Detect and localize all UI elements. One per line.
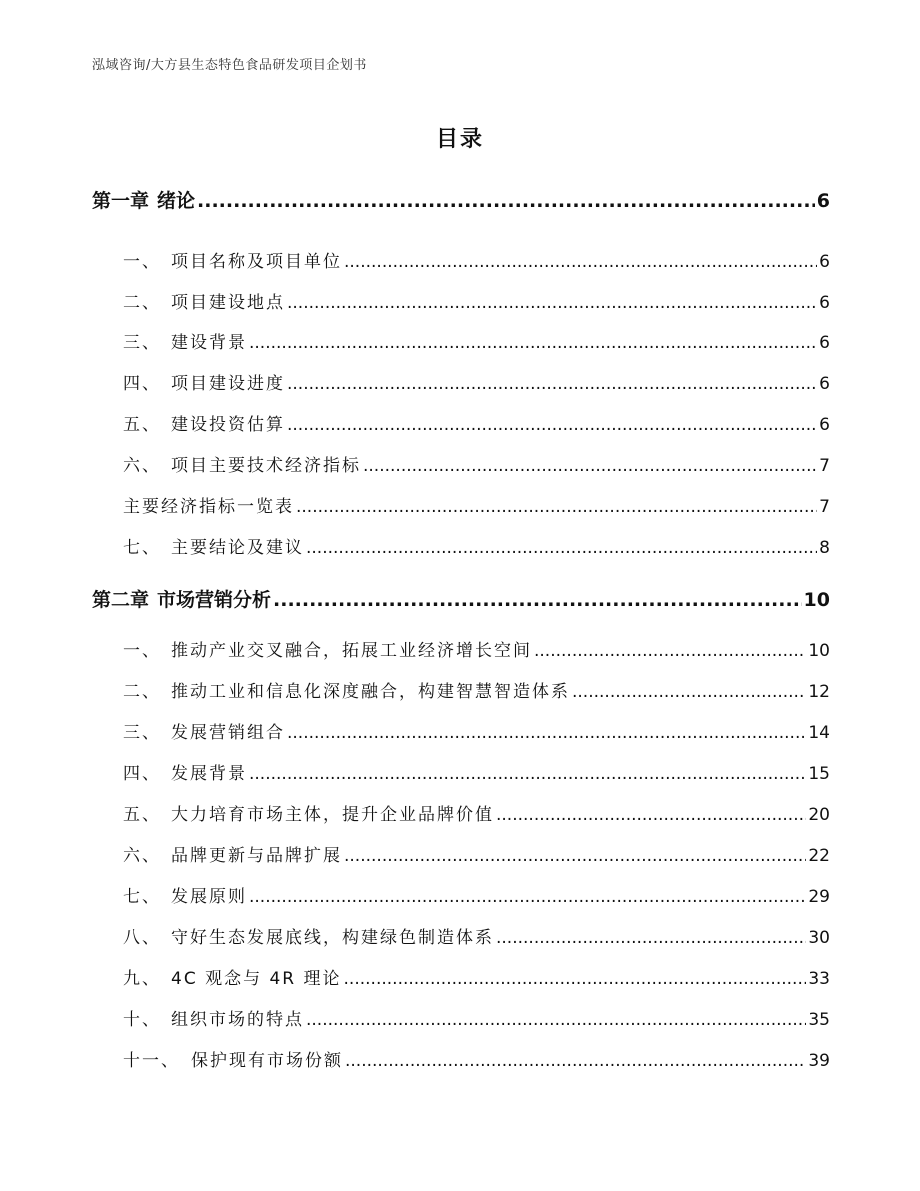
toc-entry[interactable]	[123, 923, 830, 948]
toc-entry-page: 7	[819, 456, 830, 476]
toc-entry[interactable]	[123, 247, 830, 272]
toc-entry[interactable]	[123, 451, 830, 476]
dot-leader	[249, 333, 817, 353]
toc-entry-chapter-2[interactable]	[92, 585, 830, 612]
toc-entry-number: 七、	[123, 887, 161, 907]
toc-entry-number: 十、	[123, 1010, 161, 1030]
toc-entry-label: 发展原则	[171, 887, 247, 907]
toc-entry-label: 项目建设进度	[171, 374, 285, 394]
dot-leader	[344, 846, 806, 866]
toc-entry-label: 品牌更新与品牌扩展	[171, 846, 342, 866]
dot-leader	[496, 928, 806, 948]
toc-entry-label: 推动产业交叉融合，拓展工业经济增长空间	[171, 641, 532, 661]
toc-entry-label: 守好生态发展底线，构建绿色制造体系	[171, 928, 494, 948]
toc-entry-page: 10	[808, 641, 830, 661]
toc-entry-label: 大力培育市场主体，提升企业品牌价值	[171, 805, 494, 825]
dot-leader	[273, 589, 802, 611]
toc-entry-page: 8	[819, 538, 830, 558]
toc-entry[interactable]	[123, 328, 830, 353]
toc-entry-number: 四、	[123, 374, 161, 394]
dot-leader	[496, 805, 806, 825]
toc-entry-page: 39	[808, 1051, 830, 1071]
toc-entry-page: 6	[819, 374, 830, 394]
toc-entry-number: 三、	[123, 723, 161, 743]
dot-leader	[287, 723, 806, 743]
toc-entry-page: 29	[808, 887, 830, 907]
toc-entry-page: 6	[816, 190, 830, 212]
toc-entry-label: 项目建设地点	[171, 293, 285, 313]
toc-entry-page: 6	[819, 252, 830, 272]
toc-entry-label: 市场营销分析	[157, 589, 272, 611]
toc-entry-number: 五、	[123, 805, 161, 825]
dot-leader	[249, 887, 806, 907]
toc-entry-number: 十一、	[123, 1051, 180, 1071]
toc-entry[interactable]	[123, 1005, 830, 1030]
toc-entry-number: 七、	[123, 538, 161, 558]
toc-entry[interactable]	[123, 841, 830, 866]
toc-entry-label: 项目主要技术经济指标	[171, 456, 361, 476]
toc-entry[interactable]	[123, 636, 830, 661]
toc-entry-page: 10	[803, 589, 830, 611]
toc-entry[interactable]	[123, 1046, 830, 1071]
toc-entry-number: 一、	[123, 641, 161, 661]
dot-leader	[572, 682, 806, 702]
toc-entry[interactable]	[123, 759, 830, 784]
dot-leader	[197, 190, 815, 212]
dot-leader	[534, 641, 806, 661]
toc-entry[interactable]	[123, 369, 830, 394]
toc-entry[interactable]	[123, 410, 830, 435]
toc-entry-number: 二、	[123, 682, 161, 702]
toc-entry-label: 建设背景	[171, 333, 247, 353]
toc-entry-page: 30	[808, 928, 830, 948]
toc-entry[interactable]	[123, 882, 830, 907]
dot-leader	[306, 1010, 806, 1030]
toc-entry-label: 项目名称及项目单位	[171, 252, 342, 272]
toc-entry-page: 33	[808, 969, 830, 989]
toc-entry-chapter-1[interactable]	[92, 186, 830, 213]
toc-entry-number: 第一章	[92, 190, 150, 212]
toc-entry[interactable]	[123, 533, 830, 558]
dot-leader	[287, 374, 817, 394]
toc-entry-page: 35	[808, 1010, 830, 1030]
toc-entry-number: 一、	[123, 252, 161, 272]
toc-entry-page: 6	[819, 333, 830, 353]
dot-leader	[344, 969, 807, 989]
toc-entry-number: 六、	[123, 456, 161, 476]
toc-entry-label: 绪论	[157, 190, 196, 212]
toc-entry-number: 四、	[123, 764, 161, 784]
dot-leader	[287, 293, 817, 313]
dot-leader	[363, 456, 817, 476]
dot-leader	[249, 764, 806, 784]
dot-leader	[296, 497, 817, 517]
toc-entry-label: 建设投资估算	[171, 415, 285, 435]
toc-entry-label: 主要经济指标一览表	[123, 497, 294, 517]
toc-entry-page: 22	[808, 846, 830, 866]
dot-leader	[287, 415, 817, 435]
toc-entry-number: 八、	[123, 928, 161, 948]
toc-entry-label: 推动工业和信息化深度融合，构建智慧智造体系	[171, 682, 570, 702]
toc-entry-label: 4C 观念与 4R 理论	[171, 969, 342, 989]
toc-entry-number: 第二章	[92, 589, 150, 611]
toc-entry-number: 九、	[123, 969, 161, 989]
toc-entry-number: 二、	[123, 293, 161, 313]
toc-entry-number: 三、	[123, 333, 161, 353]
toc-entry-label: 发展营销组合	[171, 723, 285, 743]
toc-entry-page: 15	[808, 764, 830, 784]
toc-entry-label: 保护现有市场份额	[191, 1051, 343, 1071]
toc-entry[interactable]	[123, 718, 830, 743]
toc-entry-page: 12	[808, 682, 830, 702]
toc-entry[interactable]	[123, 677, 830, 702]
toc-entry-page: 6	[819, 415, 830, 435]
toc-entry[interactable]	[123, 492, 830, 517]
toc-entry-page: 6	[819, 293, 830, 313]
toc-entry-number: 六、	[123, 846, 161, 866]
toc-entry-page: 7	[819, 497, 830, 517]
toc-entry-page: 14	[808, 723, 830, 743]
dot-leader	[344, 252, 817, 272]
toc-entry-page: 20	[808, 805, 830, 825]
toc-entry[interactable]	[123, 288, 830, 313]
dot-leader	[306, 538, 817, 558]
toc-entry[interactable]	[123, 964, 830, 989]
running-header: 泓域咨询/大方县生态特色食品研发项目企划书	[92, 58, 367, 73]
toc-entry-number: 五、	[123, 415, 161, 435]
toc-entry-label: 组织市场的特点	[171, 1010, 304, 1030]
toc-entry[interactable]	[123, 800, 830, 825]
dot-leader	[345, 1051, 806, 1071]
toc-entry-label: 主要结论及建议	[171, 538, 304, 558]
toc-title: 目录	[435, 127, 484, 152]
toc-entry-label: 发展背景	[171, 764, 247, 784]
